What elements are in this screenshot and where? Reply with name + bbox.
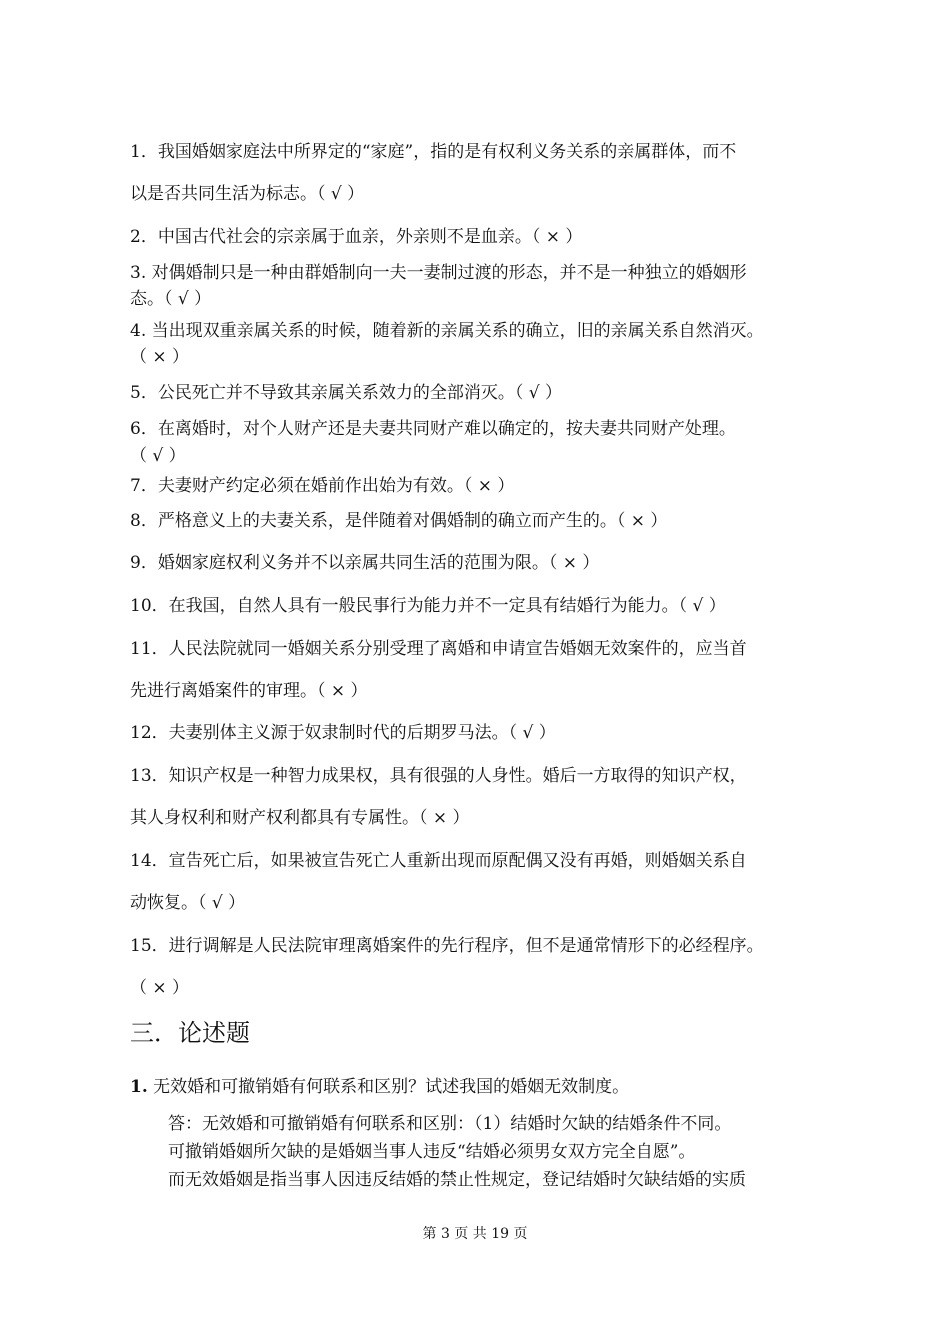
item-13-line-1: 13．知识产权是一种智力成果权，具有很强的人身性。婚后一方取得的知识产权， [130, 766, 747, 786]
item-4-line-1: 4. 当出现双重亲属关系的时候，随着新的亲属关系的确立，旧的亲属关系自然消灭。 [130, 321, 764, 341]
item-1-line-2: 以是否共同生活为标志。（ √ ） [130, 184, 365, 204]
item-8-line-1: 8．严格意义上的夫妻关系，是伴随着对偶婚制的确立而产生的。（ × ） [130, 511, 668, 531]
item-15-line-2: （ × ） [130, 978, 190, 998]
item-14-line-2: 动恢复。（ √ ） [130, 893, 246, 913]
item-14-line-1: 14．宣告死亡后，如果被宣告死亡人重新出现而原配偶又没有再婚，则婚姻关系自 [130, 851, 747, 871]
item-13-line-2: 其人身权利和财产权利都具有专属性。（ × ） [130, 808, 470, 828]
essay-question [130, 1076, 830, 1098]
item-3-line-1: 3. 对偶婚制只是一种由群婚制向一夫一妻制过渡的形态，并不是一种独立的婚姻形 [130, 263, 747, 283]
item-11-line-1: 11．人民法院就同一婚姻关系分别受理了离婚和申请宣告婚姻无效案件的，应当首 [130, 639, 747, 659]
item-2-line-1: 2．中国古代社会的宗亲属于血亲，外亲则不是血亲。（ × ） [130, 227, 583, 247]
item-3-line-2: 态。（ √ ） [130, 289, 212, 309]
item-12-line-1: 12．夫妻别体主义源于奴隶制时代的后期罗马法。（ √ ） [130, 723, 556, 743]
essay-answer-line-2: 可撤销婚姻所欠缺的是婚姻当事人违反“结婚必须男女双方完全自愿”。 [168, 1142, 696, 1162]
item-10-line-1: 10．在我国，自然人具有一般民事行为能力并不一定具有结婚行为能力。（ √ ） [130, 596, 726, 616]
item-5-line-1: 5．公民死亡并不导致其亲属关系效力的全部消灭。（ √ ） [130, 383, 562, 403]
item-1-line-1: 1．我国婚姻家庭法中所界定的“家庭”，指的是有权利义务关系的亲属群体，而不 [130, 142, 737, 162]
item-4-line-2: （ × ） [130, 347, 190, 367]
essay-question-text: 无效婚和可撤销婚有何联系和区别？试述我国的婚姻无效制度。 [147, 1077, 630, 1097]
page-footer: 第 3 页 共 19 页 [422, 1226, 528, 1242]
item-15-line-1: 15．进行调解是人民法院审理离婚案件的先行程序，但不是通常情形下的必经程序。 [130, 936, 764, 956]
essay-answer-line-1: 答：无效婚和可撤销婚有何联系和区别：（1）结婚时欠缺的结婚条件不同。 [168, 1114, 732, 1134]
item-9-line-1: 9．婚姻家庭权利义务并不以亲属共同生活的范围为限。（ × ） [130, 553, 600, 573]
item-6-line-1: 6．在离婚时，对个人财产还是夫妻共同财产难以确定的，按夫妻共同财产处理。 [130, 419, 736, 439]
essay-number: 1. [130, 1077, 148, 1097]
item-11-line-2: 先进行离婚案件的审理。（ × ） [130, 681, 368, 701]
item-6-line-2: （ √ ） [130, 446, 186, 466]
item-7-line-1: 7．夫妻财产约定必须在婚前作出始为有效。（ × ） [130, 476, 515, 496]
section-heading: 三．论述题 [130, 1019, 250, 1047]
essay-answer-line-3: 而无效婚姻是指当事人因违反结婚的禁止性规定，登记结婚时欠缺结婚的实质 [168, 1170, 746, 1190]
